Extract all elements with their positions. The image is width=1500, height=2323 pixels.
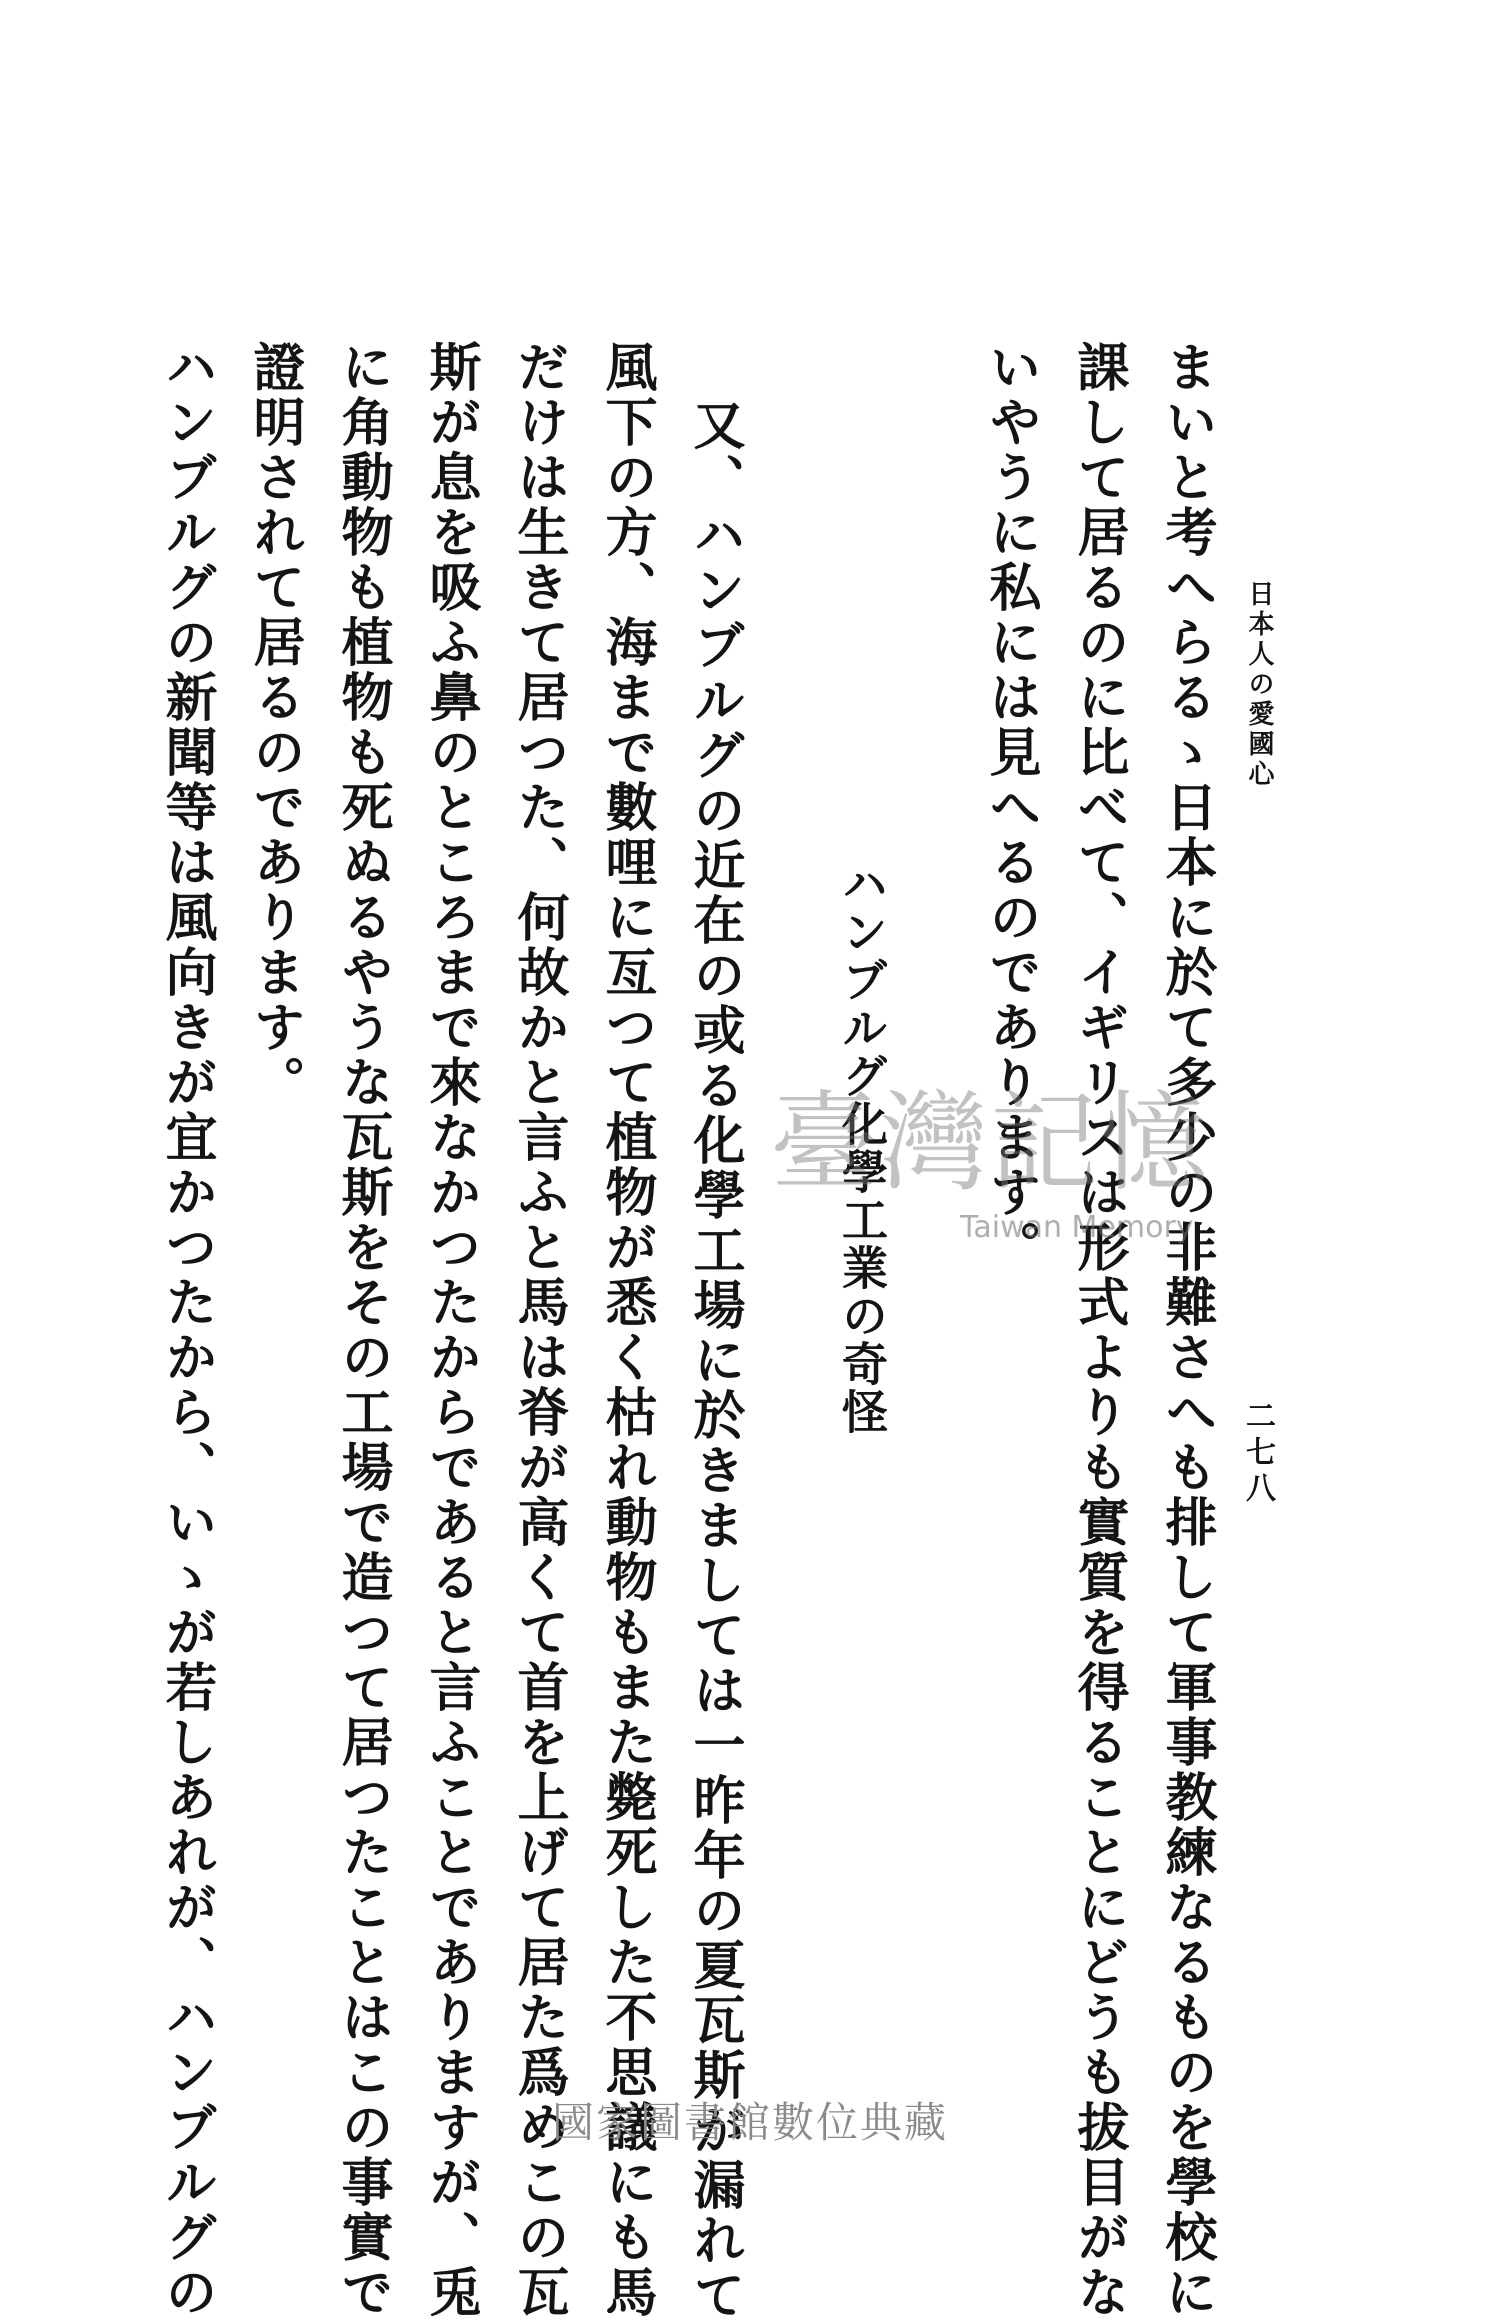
footer-label: 國家圖書館數位典藏	[551, 2098, 948, 2147]
text-line: 課して居るのに比べて、イギリスは形式よりも實質を得ることにどうも拔目がな	[1068, 340, 1129, 2320]
text-line: に角動物も植物も死ぬるやうな瓦斯をその工場で造つて居つたことはこの事實で	[332, 340, 393, 2320]
running-title: 日本人の愛國心	[1244, 580, 1274, 790]
watermark-subtext: Taiwan Memory	[960, 1210, 1194, 1245]
text-line: 風下の方、海まで數哩に亙つて植物が悉く枯れ動物もまた斃死した不思議にも馬	[596, 340, 657, 2320]
text-line: いやうに私には見へるのであります。	[980, 340, 1041, 1275]
text-line: 證明されて居るのであります。	[244, 340, 305, 1110]
watermark-text: 臺灣記憶	[770, 1081, 1211, 1206]
page-number: 二七八	[1240, 1400, 1275, 1508]
text-line: だけは生きて居つた、何故かと言ふと馬は脊が高くて首を上げて居た爲めこの瓦	[508, 340, 569, 2320]
text-line: ハンブルグの新聞等は風向きが宜かつたから、いゝが若しあれが、ハンブルグの	[156, 340, 217, 2320]
text-line: 又、ハンブルグの近在の或る化學工場に於きましては一昨年の夏瓦斯が漏れて	[684, 398, 745, 2323]
text-line: まいと考へらるゝ日本に於て多少の非難さへも排して軍事教練なるものを學校に	[1156, 340, 1217, 2320]
text-line: 斯が息を吸ふ鼻のところまで來なかつたからであると言ふことでありますが、兎	[420, 340, 481, 2320]
section-heading: ハンブルグ化學工業の奇怪	[835, 860, 889, 1436]
